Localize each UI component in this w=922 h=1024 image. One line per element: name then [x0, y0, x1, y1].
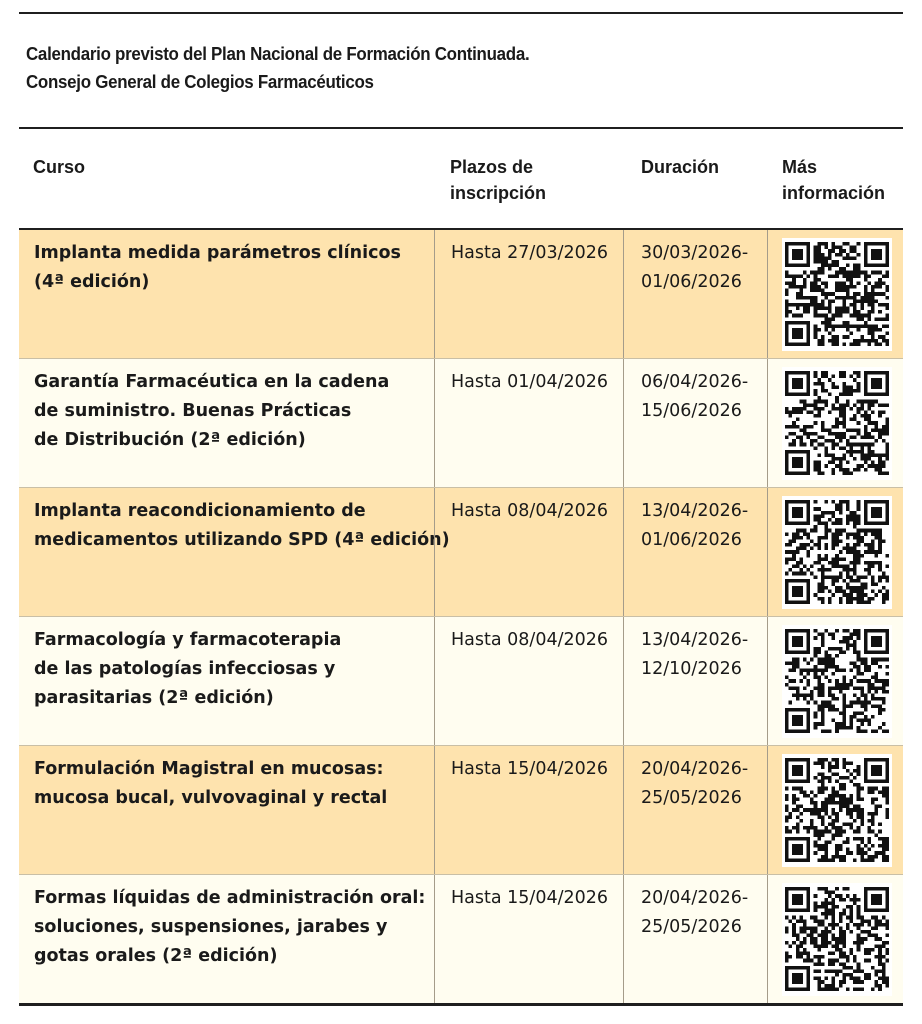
duracion-end: 01/06/2026 [641, 272, 742, 292]
duracion-start: 30/03/2026- [641, 243, 749, 263]
cell-mas-informacion [767, 230, 903, 358]
curso-line: gotas orales (2ª edición) [34, 946, 278, 966]
duracion-start: 06/04/2026- [641, 372, 749, 392]
column-header-duracion-label: Duración [641, 157, 720, 177]
column-header-mas-informacion [782, 154, 885, 206]
cell-mas-informacion [767, 746, 903, 874]
curso-line: Implanta medida parámetros clínicos [34, 243, 401, 263]
duracion-start: 13/04/2026- [641, 501, 749, 521]
column-header-plazos-line2: inscripción [450, 183, 547, 203]
curso-line: Implanta reacondicionamiento de [34, 501, 366, 521]
curso-line: parasitarias (2ª edición) [34, 688, 274, 708]
duracion-end: 01/06/2026 [641, 530, 742, 550]
duracion-start: 13/04/2026- [641, 630, 749, 650]
cell-plazo [434, 875, 623, 1004]
cell-plazo [434, 617, 623, 745]
qr-modules [785, 758, 889, 862]
title-line-1: Calendario previsto del Plan Nacional de Formación Continuada. [26, 44, 530, 64]
cell-duracion [623, 488, 767, 616]
cell-plazo [434, 230, 623, 358]
curso-line: Garantía Farmacéutica en la cadena [34, 372, 390, 392]
duracion-start: 20/04/2026- [641, 888, 749, 908]
curso-line: medicamentos utilizando SPD (4ª edición) [34, 530, 450, 550]
curso-line: Formulación Magistral en mucosas: [34, 759, 384, 779]
cell-curso [19, 230, 434, 358]
curso-line: Formas líquidas de administración oral: [34, 888, 426, 908]
bottom-rule [19, 1003, 903, 1006]
table-row [19, 617, 903, 746]
qr-modules [785, 629, 889, 733]
cell-duracion [623, 875, 767, 1004]
qr-code-icon[interactable] [782, 625, 892, 738]
cell-plazo [434, 746, 623, 874]
cell-duracion [623, 230, 767, 358]
qr-code-icon[interactable] [782, 754, 892, 867]
cell-mas-informacion [767, 617, 903, 745]
cell-curso [19, 359, 434, 487]
plazo-text: Hasta 08/04/2026 [451, 630, 609, 650]
column-header-plazos-line1: Plazos de [450, 157, 534, 177]
table-row [19, 359, 903, 488]
cell-mas-informacion [767, 488, 903, 616]
cell-duracion [623, 617, 767, 745]
column-header-plazos [450, 154, 546, 206]
cell-duracion [623, 746, 767, 874]
column-header-mas-line2: información [782, 183, 886, 203]
title-rule [19, 127, 903, 129]
plazo-text: Hasta 08/04/2026 [451, 501, 609, 521]
cell-duracion [623, 359, 767, 487]
qr-code-icon[interactable] [782, 367, 892, 480]
table-row [19, 488, 903, 617]
curso-line: de las patologías infecciosas y [34, 659, 336, 679]
cell-plazo [434, 359, 623, 487]
curso-line: (4ª edición) [34, 272, 150, 292]
qr-modules [785, 500, 889, 604]
qr-modules [785, 242, 889, 346]
cell-curso [19, 746, 434, 874]
course-table [19, 230, 903, 1004]
plazo-text: Hasta 15/04/2026 [451, 759, 609, 779]
qr-modules [785, 371, 889, 475]
duracion-end: 15/06/2026 [641, 401, 742, 421]
cell-mas-informacion [767, 359, 903, 487]
curso-line: mucosa bucal, vulvovaginal y rectal [34, 788, 388, 808]
plazo-text: Hasta 01/04/2026 [451, 372, 609, 392]
plazo-text: Hasta 15/04/2026 [451, 888, 609, 908]
column-header-curso [33, 154, 85, 180]
column-header-mas-line1: Más [782, 157, 818, 177]
curso-line: de Distribución (2ª edición) [34, 430, 306, 450]
duracion-end: 25/05/2026 [641, 788, 742, 808]
plazo-text: Hasta 27/03/2026 [451, 243, 609, 263]
qr-modules [785, 887, 889, 991]
cell-curso [19, 875, 434, 1004]
qr-code-icon[interactable] [782, 496, 892, 609]
cell-curso [19, 617, 434, 745]
table-row [19, 875, 903, 1004]
cell-plazo [434, 488, 623, 616]
curso-line: soluciones, suspensiones, jarabes y [34, 917, 388, 937]
column-header-curso-label: Curso [33, 157, 86, 177]
table-row [19, 230, 903, 359]
cell-mas-informacion [767, 875, 903, 1004]
duracion-start: 20/04/2026- [641, 759, 749, 779]
qr-code-icon[interactable] [782, 883, 892, 996]
top-rule [19, 12, 903, 14]
cell-curso [19, 488, 450, 616]
page-title [26, 40, 529, 96]
curso-line: Farmacología y farmacoterapia [34, 630, 342, 650]
column-header-duracion [641, 154, 719, 180]
table-row [19, 746, 903, 875]
duracion-end: 25/05/2026 [641, 917, 742, 937]
title-line-2: Consejo General de Colegios Farmacéuticos [26, 72, 374, 92]
duracion-end: 12/10/2026 [641, 659, 742, 679]
qr-code-icon[interactable] [782, 238, 892, 351]
curso-line: de suministro. Buenas Prácticas [34, 401, 352, 421]
